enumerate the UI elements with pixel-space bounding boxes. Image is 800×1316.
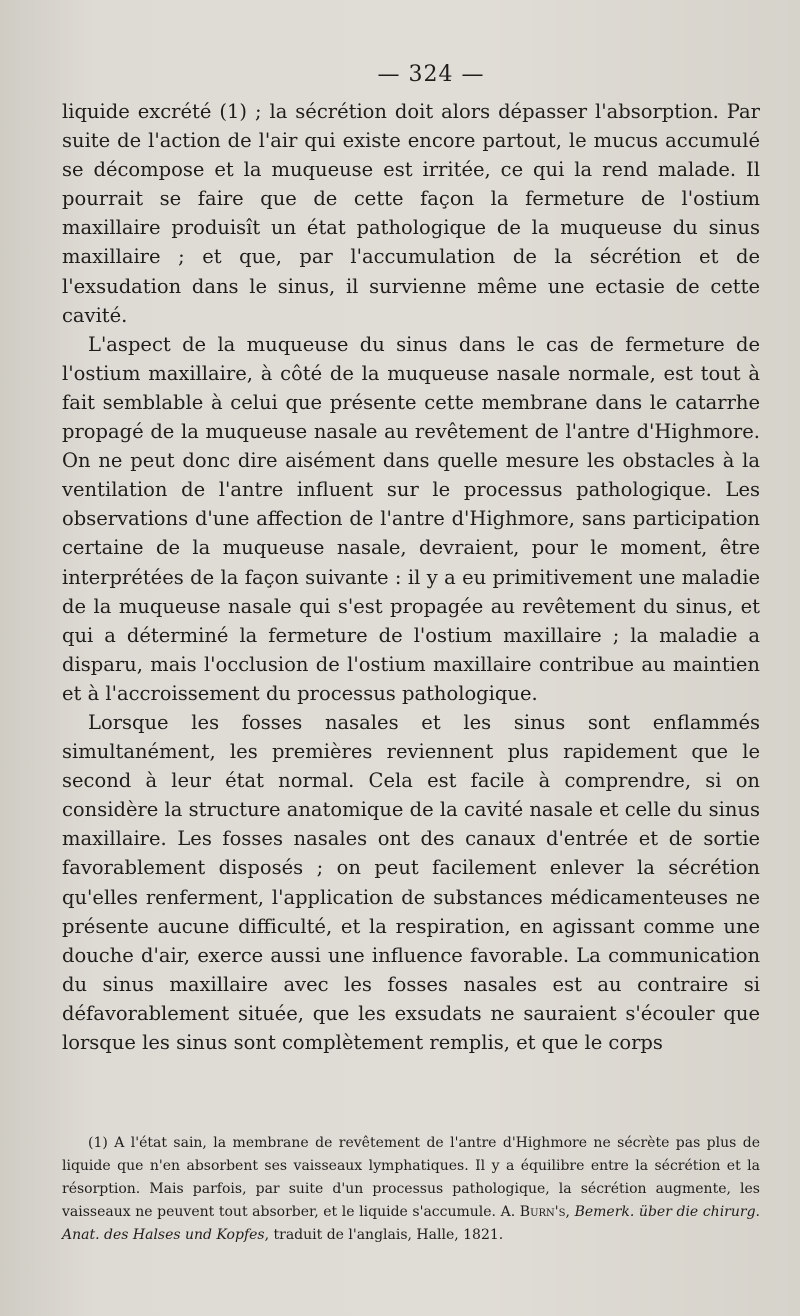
footnote-1: [62, 1132, 760, 1247]
footnote-tail: , traduit de l'anglais, Halle, 1821.: [264, 1227, 504, 1243]
footnote-separator: ,: [565, 1204, 575, 1220]
footnote-area: [62, 1132, 760, 1247]
paragraph-3: Lorsque les fosses nasales et les sinus sont enflammés simultanément, les premières reviennent plus rapidement que le second à leur état normal. Cela est facile à comprendre, si on considère la structure anatomique de la cavité nasale et celle du sinus maxillaire. Les fosses nasales ont des canaux d'entrée et de sortie favorablement disposés ; on peut facilement enlever la sécrétion qu'elles renferment, l'application de substances médicamenteuses ne présente aucune difficulté, et la respiration, en agissant comme une douche d'air, exerce aussi une influence favorable. La communication du sinus maxillaire avec les fosses nasales est au contraire si défavorablement située, que les exsudats ne sauraient s'écouler que lorsque les sinus sont complètement remplis, et que le corps: [62, 710, 760, 1054]
body-text: [62, 97, 760, 1057]
page-number: — 324 —: [377, 62, 485, 87]
footnote-title: Bemerk. über die chirurg. Anat. des Halses und Kopfes: [62, 1204, 760, 1243]
paragraph-1: liquide excrété (1) ; la sécrétion doit alors dépasser l'absorption. Par suite de l'action de l'air qui existe encore partout, le mucus accumulé se décompose et la muqueuse est irritée, ce qui la rend malade. Il pourrait se faire que de cette façon la fermeture de l'ostium maxillaire produisît un état pathologique de la muqueuse du sinus maxillaire ; et que, par l'accumulation de la sécrétion et de l'exsudation dans le sinus, il survienne même une ectasie de cette cavité.: [62, 100, 760, 327]
footnote-author: Burn's: [519, 1204, 566, 1220]
footnote-text: (1) A l'état sain, la membrane de revêtement de l'antre d'Highmore ne sécrète pas plus de liquide que n'en absorbent ses vaisseaux lymphatiques. Il y a équilibre entre la sécrétion et la résorption. Mais parfois, par suite d'un processus pathologique, la sécrétion augmente, les vaisseaux ne peuvent tout absorber, et le liquide s'accumule. A.: [62, 1135, 760, 1220]
paragraph-2: L'aspect de la muqueuse du sinus dans le cas de fermeture de l'ostium maxillaire, à côté de la muqueuse nasale normale, est tout à fait semblable à celui que présente cette membrane dans le catarrhe propagé de la muqueuse nasale au revêtement de l'antre d'Highmore. On ne peut donc dire aisément dans quelle mesure les obstacles à la ventilation de l'antre influent sur le processus pathologique. Les observations d'une affection de l'antre d'Highmore, sans participation certaine de la muqueuse nasale, devraient, pour le moment, être interprétées de la façon suivante : il y a eu primitivement une maladie de la muqueuse nasale qui s'est propagée au revêtement du sinus, et qui a déterminé la fermeture de l'ostium maxillaire ; la maladie a disparu, mais l'occlusion de l'ostium maxillaire contribue au maintien et à l'accroissement du processus pathologique.: [62, 332, 760, 705]
